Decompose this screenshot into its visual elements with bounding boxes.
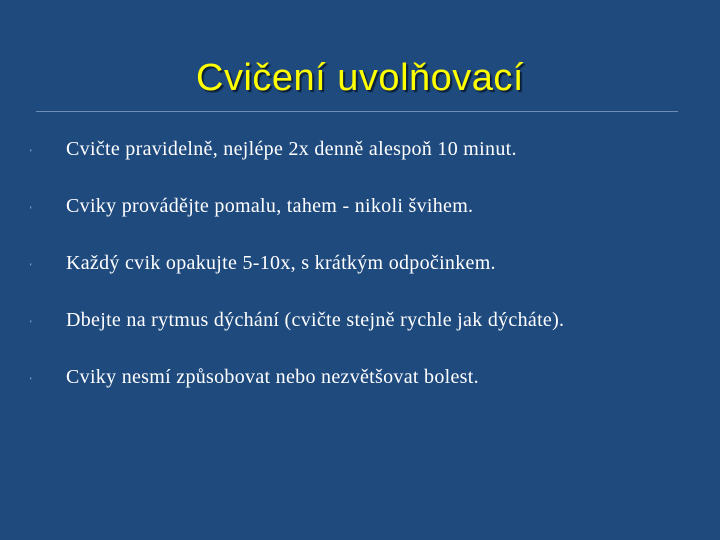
bullet-text: Cviky provádějte pomalu, tahem - nikoli švihem. xyxy=(66,195,474,217)
bullet-marker: ' xyxy=(30,262,32,272)
bullet-marker: ' xyxy=(30,205,32,215)
list-item xyxy=(30,185,710,242)
list-item xyxy=(30,299,710,356)
bullet-list xyxy=(30,128,710,413)
bullet-text: Cvičte pravidelně, nejlépe 2x denně alespoň 10 minut. xyxy=(66,138,517,160)
title-divider xyxy=(36,111,678,112)
list-item xyxy=(30,356,710,413)
bullet-marker: ' xyxy=(30,319,32,329)
bullet-marker: ' xyxy=(30,148,32,158)
list-item xyxy=(30,128,710,185)
bullet-text: Cviky nesmí způsobovat nebo nezvětšovat bolest. xyxy=(66,366,479,388)
slide-title: Cvičení uvolňovací xyxy=(196,57,524,99)
bullet-text: Každý cvik opakujte 5-10x, s krátkým odpočinkem. xyxy=(66,252,496,274)
bullet-text: Dbejte na rytmus dýchání (cvičte stejně rychle jak dýcháte). xyxy=(66,309,565,331)
bullet-marker: ' xyxy=(30,376,32,386)
list-item xyxy=(30,242,710,299)
